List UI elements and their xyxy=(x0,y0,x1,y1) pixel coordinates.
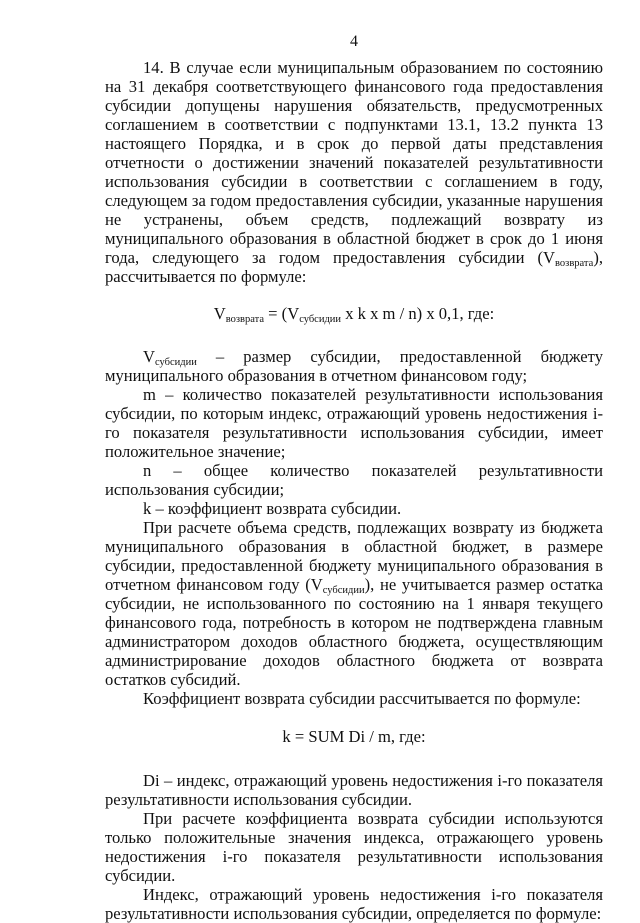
paragraph-14-text: 14. В случае если муниципальным образованием по состоянию на 31 декабря соответствующего финансового года предоставления субсидии допущены нарушения обязательств, предусмотренных соглашением в соответствии с подпунктами 13.1, 13.2 пункта 13 настоящего Порядка, и в срок до первой даты представления отчетности о достижении значений показателей результативности использования субсидии в соответствии с соглашением в году, следующем за годом предоставления субсидии, указанные нарушения не устранены, объем средств, подлежащий возврату из муниципального образования в областной бюджет в срок до 1 июня года, следующего за годом предоставления субсидии (V xyxy=(105,58,603,267)
definition-v-subsidii: $V_{субсидии}$ – размер субсидии, предоставленной бюджету муниципального образования в отчетном финансовом году; xyxy=(105,347,603,385)
paragraph-calculation: При расчете объема средств, подлежащих возврату из бюджета муниципального образования в областной бюджет, в размере субсидии, предоставленной бюджету муниципального образования в отчетном финансовом году $(V_{субсидии})$, не учитывается размер остатка субсидии, не использованного по состоянию на 1 января текущего финансового года, потребность в котором не подтверждена главным администратором доходов областного бюджета, осуществляющим администрирование доходов областного бюджета от возврата остатков субсидий. xyxy=(105,518,603,689)
document-page xyxy=(105,32,603,923)
definition-k: k – коэффициент возврата субсидии. xyxy=(143,499,402,518)
paragraph-index: Индекс, отражающий уровень недостижения i-го показателя результативности использования субсидии, определяется по формуле: xyxy=(105,885,603,923)
definition-m: m – количество показателей результативности использования субсидии, по которым индекс, отражающий уровень недостижения i-го показателя результативности использования субсидии, имеет положительное значение; xyxy=(105,385,603,461)
subscript-vozvrata: возврата xyxy=(555,258,594,269)
paragraph-14-tail: ), рассчитывается по формуле: xyxy=(105,248,603,286)
paragraph-coefficient: Коэффициент возврата субсидии рассчитывается по формуле: xyxy=(143,689,581,708)
definition-n: n – общее количество показателей результативности использования субсидии; xyxy=(105,461,603,499)
formula-v-vozvrata: $V_{возврата} = (V_{субсидии}$ x k x m / n) x 0,1, где: xyxy=(213,304,495,325)
paragraph-positive-values: При расчете коэффициента возврата субсидии используются только положительные значения индекса, отражающего уровень недостижения i-го показателя результативности использования субсидии. xyxy=(105,809,603,885)
definition-di: Di – индекс, отражающий уровень недостижения i-го показателя результативности использования субсидии. xyxy=(105,771,603,809)
page-number: 4 xyxy=(350,33,358,50)
paragraph-14 xyxy=(105,58,603,286)
formula-k: k = SUM Di / m, где: xyxy=(282,727,426,746)
